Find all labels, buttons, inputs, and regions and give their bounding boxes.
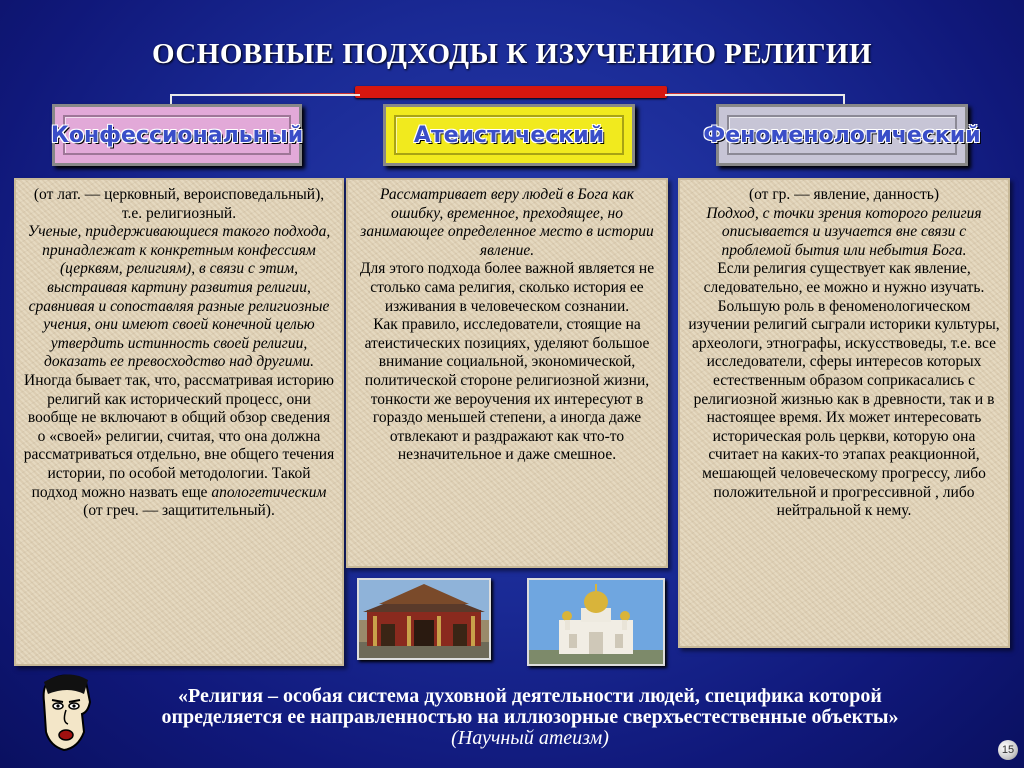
definition-quote (120, 686, 940, 749)
paragraph: Если религия существует как явление, следовательно, ее можно и нужно изучать. Большую роль в феноменологическом изучении религий сыграли историки культуры, археологи, этнографы, искусствоведы, т.е. все исследователи, сферы интересов которых естественным образом соприкасались с религиозной жизнью как в древности, так и в настоящее время. Их может интересовать историческая роль церкви, которую она считает на каких-то этапах реакционной, мешающей человеческому прогрессу, либо положительной и прогрессивной , либо нейтральной к нему. (688, 260, 1000, 520)
connector-line (170, 94, 360, 96)
paragraph: Для этого подхода более важной является не столько сама религия, сколько история ее изживания в человеческом сознании. (359, 260, 655, 315)
paragraph: (от лат. — церковный, вероисповедальный), т.е. религиозный. (33, 186, 325, 222)
connector-line (665, 94, 845, 96)
paragraph: (от греч. — защитительный). (83, 502, 275, 520)
approach-title: Конфессиональный (50, 122, 304, 148)
approach-title: Атеистический (413, 122, 605, 148)
title-accent-bar (355, 86, 667, 98)
thinking-face-icon (38, 672, 94, 752)
paragraph-italic: Ученые, придерживающиеся такого подхода, принадлежат к конкретным конфессиям (церквям, религиям), в связи с этим, выстраивая картину развития религии, сравнивая и сопоставляя разные религиозные учения, они имеют своей конечной целью утвердить истинность своей религии, доказать ее превосходство над другими. (27, 223, 331, 371)
phenomenological-text-box (678, 178, 1010, 648)
approach-header-confessional (52, 104, 302, 166)
paragraph: Иногда бывает так, что, рассматривая историю религий как исторический процесс, они вообще не включают в общий обзор сведения о «своей» религии, считая, что она должна рассматриваться отдельно, вне общего течения истории, по особой методологии. Такой подход можно назвать еще (23, 371, 335, 501)
approach-title: Феноменологический (703, 122, 981, 148)
approach-header-atheistic (383, 104, 635, 166)
paragraph-italic: Подход, с точки зрения которого религия описывается и изучается вне связи с проблемой бытия или небытия Бога. (706, 204, 982, 259)
slide-title: ОСНОВНЫЕ ПОДХОДЫ К ИЗУЧЕНИЮ РЕЛИГИИ (151, 38, 873, 70)
quote-source: (Научный атеизм) (451, 727, 609, 749)
approach-header-phenomenological (703, 104, 981, 166)
paragraph-italic: Рассматривает веру людей в Бога как ошибку, временное, преходящее, но занимающее определенное место в истории явление. (360, 186, 654, 259)
cathedral-image (529, 580, 663, 664)
paragraph: (от гр. — явление, данность) (748, 186, 940, 203)
page-number-badge: 15 (998, 740, 1018, 760)
atheistic-text-box (346, 178, 668, 568)
confessional-text-box (14, 178, 344, 666)
temple-photo (357, 578, 491, 660)
paragraph: Как правило, исследователи, стоящие на атеистических позициях, уделяют большое внимание социальной, экономической, политической стороне религиозной жизни, тонкости же вероучения их интересуют в гораздо меньшей степени, а иногда даже отвлекают и раздражают как что-то незначительное и даже смешное. (364, 316, 650, 464)
temple-image (359, 580, 489, 658)
term-apologetic: апологетическим (211, 483, 327, 501)
quote-text: «Религия – особая система духовной деятельности людей, специфика которой определяется ее направленностью на иллюзорные сверхъестественные объекты» (161, 685, 899, 728)
paragraph-group (23, 223, 335, 502)
cathedral-photo (527, 578, 665, 666)
